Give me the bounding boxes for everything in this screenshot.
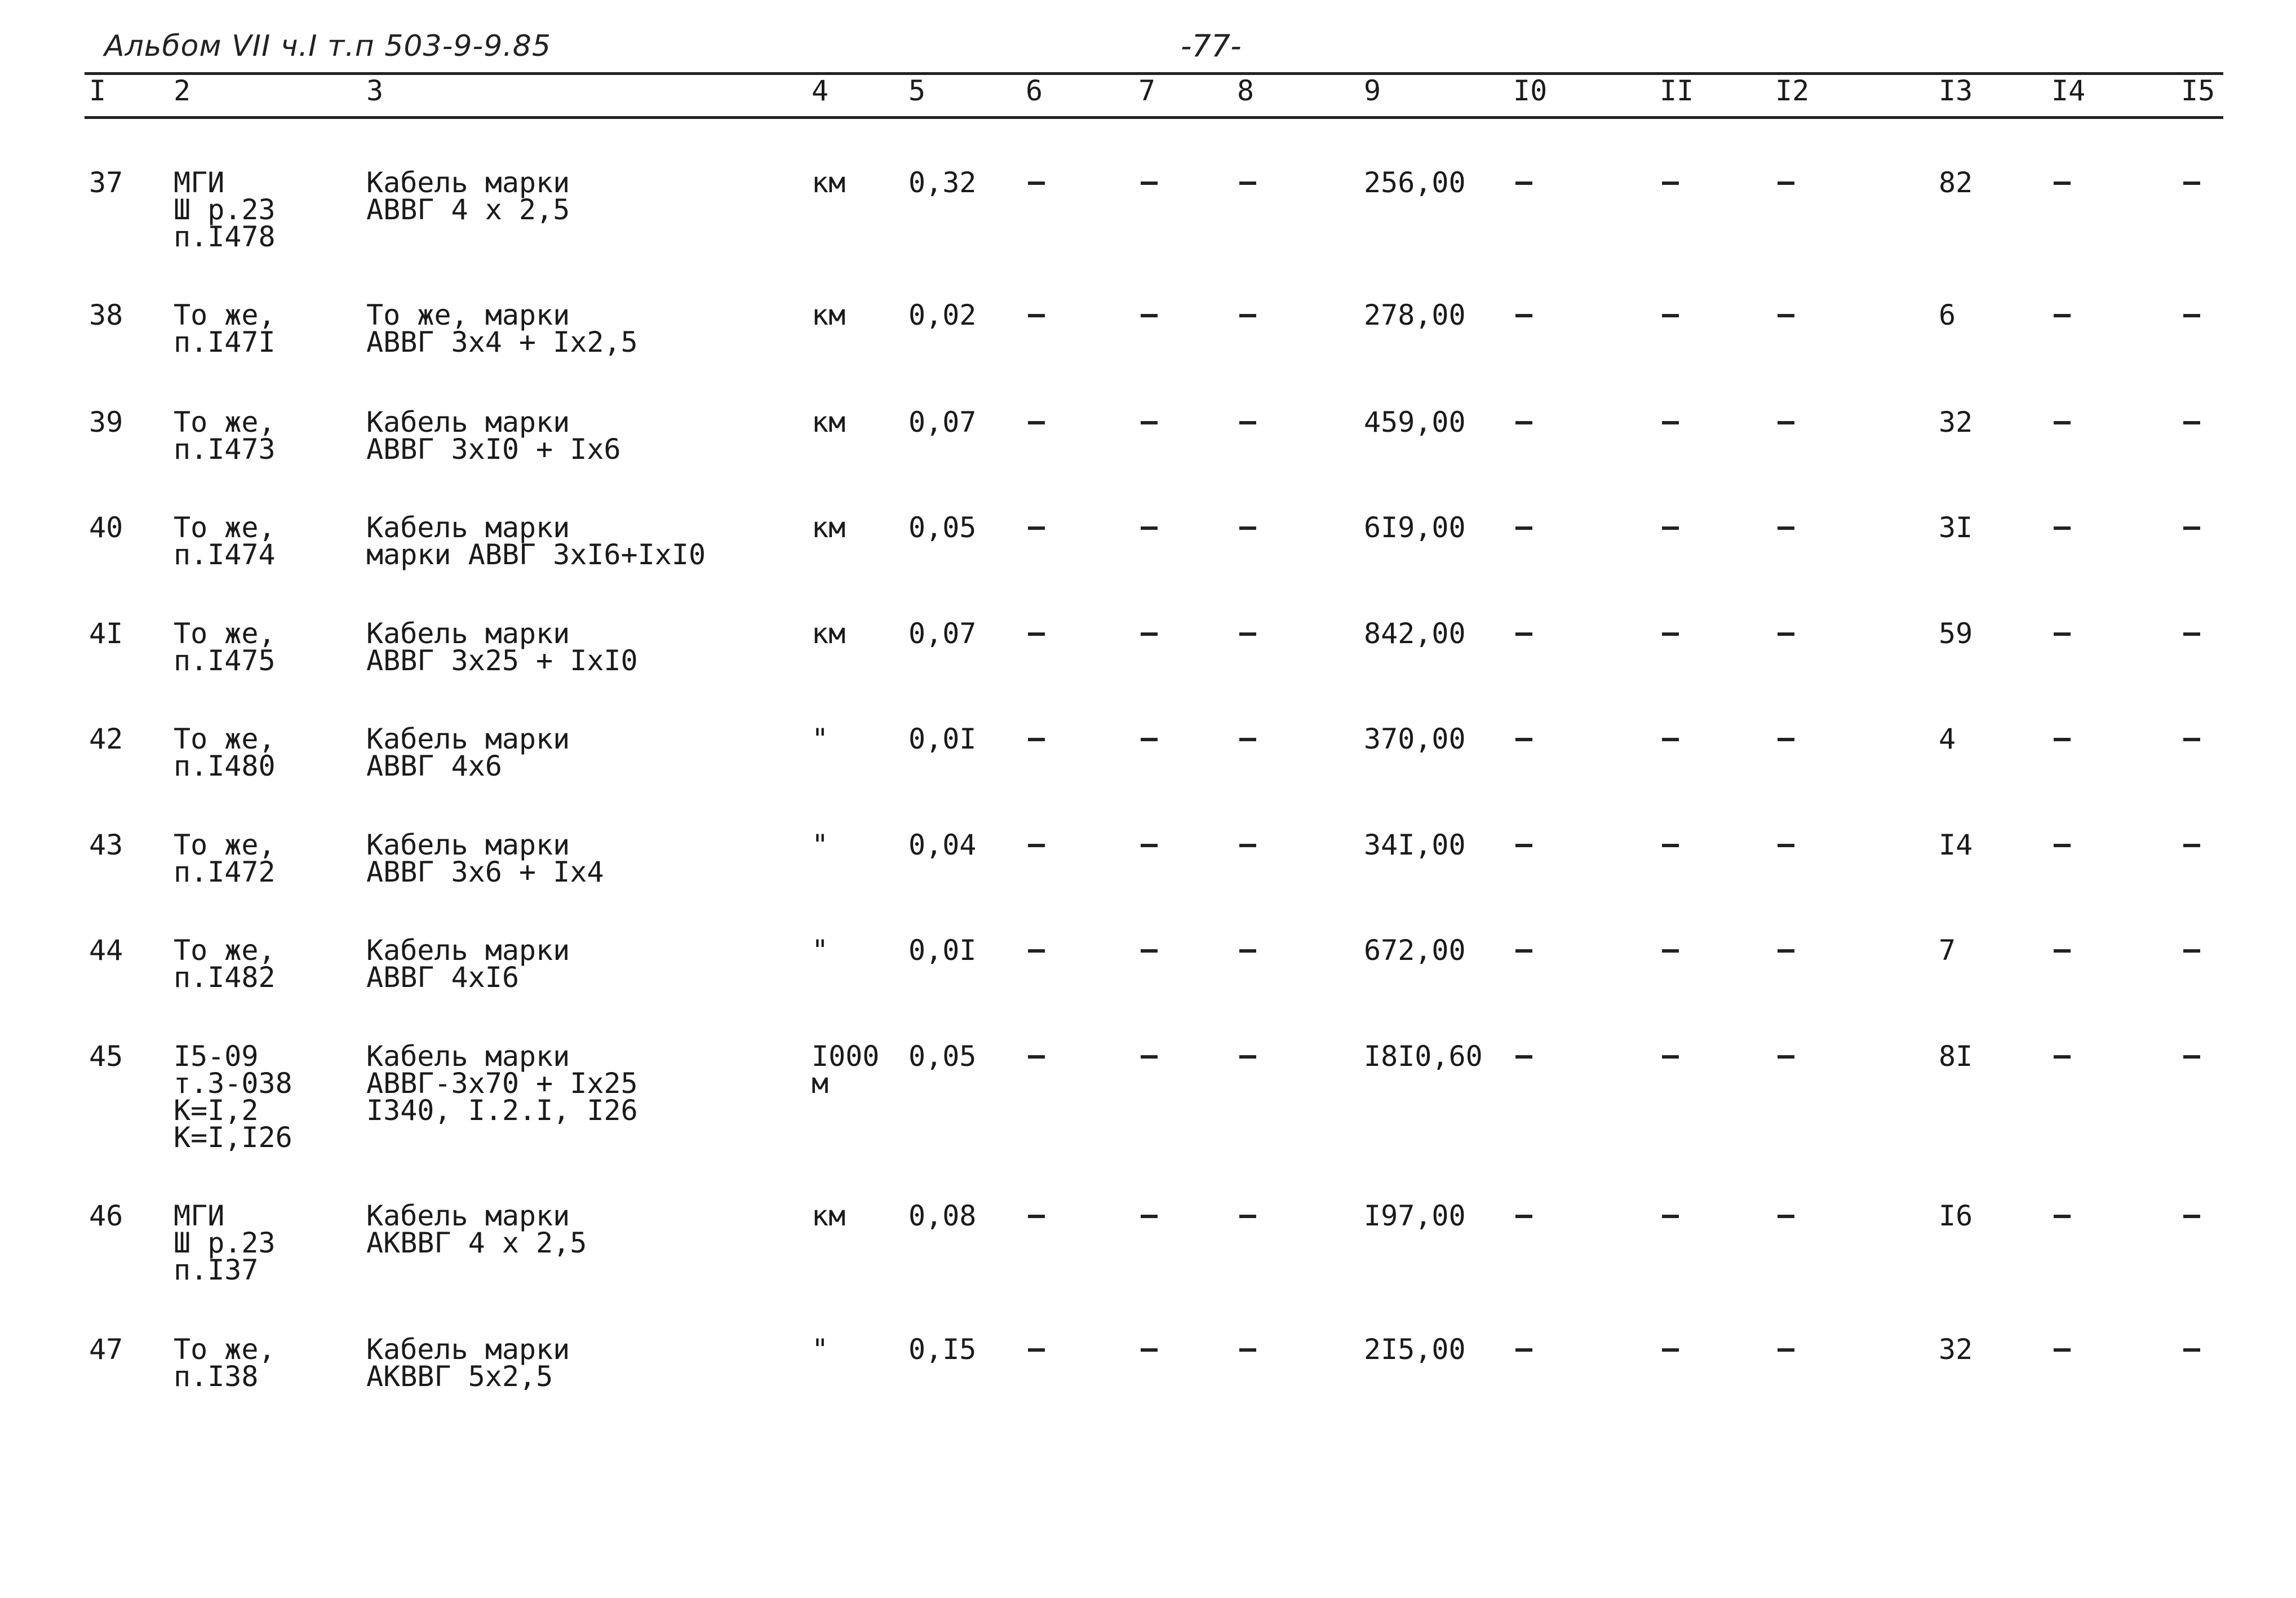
- unit-of-measure: [812, 934, 829, 967]
- col-8-dash: [1239, 1055, 1256, 1059]
- norm-reference-line: т.3-038: [174, 1067, 292, 1100]
- norm-reference-line: п.I480: [174, 750, 276, 782]
- quantity: 0,0I: [908, 934, 977, 967]
- item-name: [366, 1040, 638, 1127]
- col-12-dash: [1778, 632, 1794, 636]
- col-6-dash: [1028, 949, 1045, 953]
- col-7-dash: [1141, 632, 1158, 636]
- item-name-line: I340, I.2.I, I26: [366, 1094, 638, 1127]
- column-number-10: I0: [1513, 74, 1548, 107]
- row-number: 4I: [89, 617, 123, 650]
- norm-reference: [174, 511, 276, 571]
- quantity: 0,02: [908, 299, 977, 331]
- item-name-line: АКВВГ 4 х 2,5: [366, 1227, 587, 1259]
- norm-reference-line: I5-09: [174, 1040, 259, 1073]
- unit-price: 459,00: [1364, 406, 1466, 439]
- col-14-dash: [2054, 314, 2071, 317]
- column-number-7: 7: [1138, 74, 1156, 107]
- col-7-dash: [1141, 182, 1158, 185]
- column-number-3: 3: [366, 74, 384, 107]
- col-6-dash: [1028, 182, 1045, 185]
- norm-reference-line: К=I,I26: [174, 1121, 292, 1154]
- col-10-dash: [1515, 949, 1532, 953]
- item-name-line: Кабель марки: [366, 406, 570, 439]
- item-name: [366, 299, 638, 358]
- col-13-value: 82: [1939, 166, 1973, 199]
- col-14-dash: [2054, 182, 2071, 185]
- col-13-value: 6: [1939, 299, 1956, 331]
- col-8-dash: [1239, 421, 1256, 424]
- col-8-dash: [1239, 1215, 1256, 1218]
- column-number-13: I3: [1939, 74, 1973, 107]
- col-11-dash: [1662, 314, 1679, 317]
- quantity: 0,05: [908, 1040, 977, 1073]
- norm-reference-line: п.I475: [174, 644, 276, 677]
- norm-reference: [174, 1333, 276, 1393]
- unit-price: 672,00: [1364, 934, 1466, 967]
- col-7-dash: [1141, 314, 1158, 317]
- unit-of-measure: [812, 1040, 880, 1100]
- col-10-dash: [1515, 1215, 1532, 1218]
- unit-price: I8I0,60: [1364, 1040, 1483, 1073]
- col-7-dash: [1141, 844, 1158, 847]
- item-name-line: Кабель марки: [366, 723, 570, 755]
- unit-of-measure-line: м: [812, 1067, 829, 1100]
- norm-reference-line: То же,: [174, 723, 276, 755]
- col-8-dash: [1239, 1348, 1256, 1352]
- norm-reference-line: п.I37: [174, 1254, 259, 1286]
- col-14-dash: [2054, 844, 2071, 847]
- unit-of-measure: [812, 511, 846, 544]
- col-14-dash: [2054, 632, 2071, 636]
- row-number: 47: [89, 1333, 123, 1366]
- col-6-dash: [1028, 314, 1045, 317]
- norm-reference-line: То же,: [174, 934, 276, 967]
- col-13-value: 3I: [1939, 511, 1973, 544]
- col-8-dash: [1239, 738, 1256, 741]
- col-8-dash: [1239, 182, 1256, 185]
- unit-of-measure: [812, 1333, 829, 1366]
- norm-reference: [174, 617, 276, 677]
- col-11-dash: [1662, 1348, 1679, 1352]
- col-6-dash: [1028, 632, 1045, 636]
- col-15-dash: [2183, 1055, 2200, 1059]
- col-15-dash: [2183, 632, 2200, 636]
- col-14-dash: [2054, 949, 2071, 953]
- col-12-dash: [1778, 1055, 1794, 1059]
- norm-reference: [174, 1199, 276, 1286]
- col-13-value: 32: [1939, 406, 1973, 439]
- norm-reference-line: п.I478: [174, 220, 276, 253]
- unit-price: 6I9,00: [1364, 511, 1466, 544]
- col-8-dash: [1239, 314, 1256, 317]
- col-6-dash: [1028, 1215, 1045, 1218]
- norm-reference-line: То же,: [174, 406, 276, 439]
- item-name-line: АВВГ 3х4 + Iх2,5: [366, 326, 638, 358]
- row-number: 42: [89, 723, 123, 755]
- row-number: 44: [89, 934, 123, 967]
- item-name: [366, 617, 638, 677]
- col-11-dash: [1662, 949, 1679, 953]
- unit-of-measure-line: км: [812, 299, 846, 331]
- norm-reference: [174, 831, 276, 886]
- col-7-dash: [1141, 949, 1158, 953]
- quantity: 0,32: [908, 166, 977, 199]
- item-name-line: АВВГ 3х6 + Iх4: [366, 856, 604, 888]
- quantity: 0,08: [908, 1199, 977, 1232]
- col-13-value: 4: [1939, 723, 1956, 755]
- unit-price: 2I5,00: [1364, 1333, 1466, 1366]
- col-10-dash: [1515, 421, 1532, 424]
- unit-price: 34I,00: [1364, 829, 1466, 861]
- col-7-dash: [1141, 1348, 1158, 1352]
- col-10-dash: [1515, 182, 1532, 185]
- column-number-8: 8: [1237, 74, 1255, 107]
- item-name: [366, 1199, 587, 1259]
- row-number: 45: [89, 1040, 123, 1073]
- norm-reference-line: То же,: [174, 1333, 276, 1366]
- col-7-dash: [1141, 738, 1158, 741]
- col-13-value: 32: [1939, 1333, 1973, 1366]
- item-name: [366, 1333, 570, 1393]
- column-number-5: 5: [908, 74, 926, 107]
- unit-of-measure-line: км: [812, 1199, 846, 1232]
- row-number: 38: [89, 299, 123, 331]
- item-name: [366, 166, 570, 226]
- column-number-11: II: [1660, 74, 1694, 107]
- item-name-line: АКВВГ 5х2,5: [366, 1360, 553, 1393]
- column-number-4: 4: [812, 74, 829, 107]
- quantity: 0,05: [908, 511, 977, 544]
- unit-of-measure-line: км: [812, 617, 846, 650]
- item-name: [366, 511, 706, 571]
- col-11-dash: [1662, 421, 1679, 424]
- item-name-line: АВВГ 4 х 2,5: [366, 193, 570, 226]
- col-14-dash: [2054, 421, 2071, 424]
- col-11-dash: [1662, 844, 1679, 847]
- unit-of-measure: [812, 1199, 846, 1232]
- unit-of-measure: [812, 406, 846, 439]
- row-number: 46: [89, 1199, 123, 1232]
- unit-of-measure-line: км: [812, 166, 846, 199]
- item-name-line: АВВГ 4хI6: [366, 961, 519, 994]
- col-11-dash: [1662, 738, 1679, 741]
- norm-reference-line: Ш р.23: [174, 193, 276, 226]
- item-name: [366, 406, 621, 466]
- item-name-line: Кабель марки: [366, 1199, 570, 1232]
- item-name-line: АВВГ 4х6: [366, 750, 502, 782]
- col-15-dash: [2183, 844, 2200, 847]
- col-15-dash: [2183, 738, 2200, 741]
- norm-reference-line: п.I474: [174, 538, 276, 571]
- col-10-dash: [1515, 738, 1532, 741]
- norm-reference: [174, 406, 276, 466]
- column-number-9: 9: [1364, 74, 1381, 107]
- col-12-dash: [1778, 949, 1794, 953]
- col-12-dash: [1778, 314, 1794, 317]
- norm-reference-line: То же,: [174, 617, 276, 650]
- norm-reference-line: п.I472: [174, 856, 276, 888]
- unit-of-measure-line: км: [812, 406, 846, 439]
- col-6-dash: [1028, 1055, 1045, 1059]
- item-name-line: Кабель марки: [366, 934, 570, 967]
- unit-price: I97,00: [1364, 1199, 1466, 1232]
- quantity: 0,07: [908, 406, 977, 439]
- col-10-dash: [1515, 314, 1532, 317]
- col-12-dash: [1778, 182, 1794, 185]
- quantity: 0,04: [908, 829, 977, 861]
- unit-of-measure-line: ": [812, 829, 829, 861]
- unit-of-measure-line: ": [812, 934, 829, 967]
- page-number: -77-: [1181, 28, 1242, 64]
- item-name: [366, 934, 570, 994]
- col-14-dash: [2054, 738, 2071, 741]
- unit-of-measure: [812, 723, 829, 755]
- col-6-dash: [1028, 738, 1045, 741]
- col-14-dash: [2054, 1215, 2071, 1218]
- col-11-dash: [1662, 632, 1679, 636]
- col-12-dash: [1778, 421, 1794, 424]
- col-15-dash: [2183, 182, 2200, 185]
- unit-price: 278,00: [1364, 299, 1466, 331]
- col-13-value: 8I: [1939, 1040, 1973, 1073]
- norm-reference-line: К=I,2: [174, 1094, 259, 1127]
- col-6-dash: [1028, 844, 1045, 847]
- column-number-14: I4: [2051, 74, 2086, 107]
- item-name-line: Кабель марки: [366, 1333, 570, 1366]
- item-name-line: Кабель марки: [366, 166, 570, 199]
- unit-of-measure: [812, 166, 846, 199]
- item-name-line: АВВГ 3хI0 + Iх6: [366, 433, 621, 466]
- item-name-line: марки АВВГ 3хI6+IхI0: [366, 538, 706, 571]
- unit-of-measure-line: ": [812, 1333, 829, 1366]
- album-reference: Альбом VII ч.I т.п 503-9-9.85: [104, 29, 551, 63]
- col-8-dash: [1239, 949, 1256, 953]
- col-6-dash: [1028, 1348, 1045, 1352]
- col-12-dash: [1778, 1215, 1794, 1218]
- item-name-line: Кабель марки: [366, 829, 570, 861]
- col-12-dash: [1778, 738, 1794, 741]
- quantity: 0,I5: [908, 1333, 977, 1366]
- col-13-value: 59: [1939, 617, 1973, 650]
- item-name-line: Кабель марки: [366, 617, 570, 650]
- unit-of-measure-line: ": [812, 723, 829, 755]
- col-10-dash: [1515, 1348, 1532, 1352]
- unit-price: 370,00: [1364, 723, 1466, 755]
- col-14-dash: [2054, 1055, 2071, 1059]
- col-10-dash: [1515, 632, 1532, 636]
- col-11-dash: [1662, 1215, 1679, 1218]
- col-7-dash: [1141, 1055, 1158, 1059]
- unit-of-measure: [812, 829, 829, 861]
- row-number: 39: [89, 406, 123, 439]
- col-13-value: I6: [1939, 1199, 1973, 1232]
- col-14-dash: [2054, 1348, 2071, 1352]
- item-name-line: Кабель марки: [366, 1040, 570, 1073]
- col-11-dash: [1662, 526, 1679, 530]
- item-name-line: Кабель марки: [366, 511, 570, 544]
- norm-reference-line: МГИ: [174, 1199, 225, 1232]
- unit-of-measure-line: I000: [812, 1040, 880, 1073]
- col-15-dash: [2183, 949, 2200, 953]
- col-15-dash: [2183, 526, 2200, 530]
- col-7-dash: [1141, 421, 1158, 424]
- norm-reference-line: п.I38: [174, 1360, 259, 1393]
- norm-reference-line: То же,: [174, 511, 276, 544]
- column-number-15: I5: [2181, 74, 2215, 107]
- col-7-dash: [1141, 526, 1158, 530]
- col-13-value: I4: [1939, 829, 1973, 861]
- col-12-dash: [1778, 526, 1794, 530]
- col-10-dash: [1515, 1055, 1532, 1059]
- quantity: 0,07: [908, 617, 977, 650]
- col-8-dash: [1239, 526, 1256, 530]
- item-name: [366, 831, 604, 886]
- col-15-dash: [2183, 1215, 2200, 1218]
- col-8-dash: [1239, 844, 1256, 847]
- unit-price: 256,00: [1364, 166, 1466, 199]
- column-number-6: 6: [1026, 74, 1043, 107]
- col-15-dash: [2183, 1348, 2200, 1352]
- norm-reference-line: п.I47I: [174, 326, 276, 358]
- row-number: 43: [89, 829, 123, 861]
- column-number-2: 2: [174, 74, 191, 107]
- col-10-dash: [1515, 526, 1532, 530]
- norm-reference: [174, 299, 276, 358]
- col-11-dash: [1662, 182, 1679, 185]
- header-bottom-rule: [85, 116, 2223, 119]
- col-7-dash: [1141, 1215, 1158, 1218]
- quantity: 0,0I: [908, 723, 977, 755]
- norm-reference: [174, 1040, 292, 1154]
- norm-reference-line: п.I482: [174, 961, 276, 994]
- item-name-line: АВВГ 3х25 + IхI0: [366, 644, 638, 677]
- unit-of-measure: [812, 299, 846, 331]
- norm-reference: [174, 725, 276, 780]
- col-12-dash: [1778, 1348, 1794, 1352]
- norm-reference-line: Ш р.23: [174, 1227, 276, 1259]
- norm-reference: [174, 934, 276, 994]
- col-8-dash: [1239, 632, 1256, 636]
- col-11-dash: [1662, 1055, 1679, 1059]
- col-13-value: 7: [1939, 934, 1956, 967]
- column-number-1: I: [89, 74, 107, 107]
- col-6-dash: [1028, 526, 1045, 530]
- col-6-dash: [1028, 421, 1045, 424]
- norm-reference-line: То же,: [174, 299, 276, 331]
- row-number: 40: [89, 511, 123, 544]
- col-10-dash: [1515, 844, 1532, 847]
- norm-reference-line: То же,: [174, 829, 276, 861]
- norm-reference-line: МГИ: [174, 166, 225, 199]
- norm-reference-line: п.I473: [174, 433, 276, 466]
- unit-of-measure-line: км: [812, 511, 846, 544]
- unit-price: 842,00: [1364, 617, 1466, 650]
- col-14-dash: [2054, 526, 2071, 530]
- item-name: [366, 725, 570, 780]
- row-number: 37: [89, 166, 123, 199]
- col-15-dash: [2183, 421, 2200, 424]
- norm-reference: [174, 166, 276, 253]
- item-name-line: АВВГ-3х70 + Iх25: [366, 1067, 638, 1100]
- unit-of-measure: [812, 617, 846, 650]
- col-15-dash: [2183, 314, 2200, 317]
- col-12-dash: [1778, 844, 1794, 847]
- item-name-line: То же, марки: [366, 299, 570, 331]
- column-number-12: I2: [1775, 74, 1810, 107]
